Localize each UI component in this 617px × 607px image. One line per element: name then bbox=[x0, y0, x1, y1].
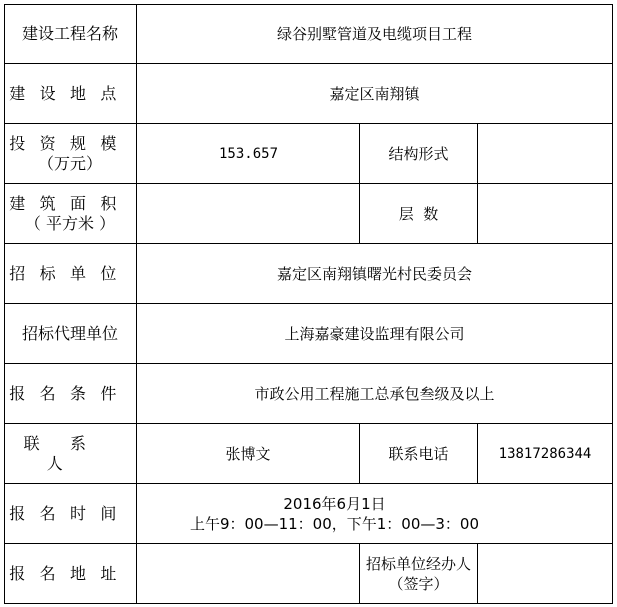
contact-phone-label: 联系电话 bbox=[360, 424, 478, 484]
contact-value: 张博文 bbox=[137, 424, 360, 484]
area-label-line2: （ 平方米 ） bbox=[24, 213, 116, 233]
registration-hours: 上午9：00—11：00，下午1：00—3：00 bbox=[189, 514, 480, 533]
area-label bbox=[4, 184, 137, 244]
handler-label-line1: 招标单位经办人 bbox=[365, 554, 471, 573]
structure-label: 结构形式 bbox=[360, 124, 478, 184]
agency-value: 上海嘉豪建设监理有限公司 bbox=[137, 304, 613, 364]
contact-phone-value: 13817286344 bbox=[478, 424, 613, 484]
area-label-line1: 建筑面积 bbox=[9, 193, 131, 213]
handler-signature-value bbox=[478, 544, 613, 604]
location-label: 建设地点 bbox=[4, 64, 137, 124]
registration-date: 2016年6月1日 bbox=[283, 494, 386, 513]
floors-label: 层 数 bbox=[360, 184, 478, 244]
conditions-label: 报名条件 bbox=[4, 364, 137, 424]
area-value bbox=[137, 184, 360, 244]
floors-value bbox=[478, 184, 613, 244]
investment-label-line2: （万元） bbox=[37, 153, 102, 173]
agency-label: 招标代理单位 bbox=[4, 304, 137, 364]
tender-unit-label: 招标单位 bbox=[4, 244, 137, 304]
investment-value: 153.657 bbox=[137, 124, 360, 184]
project-name-value: 绿谷别墅管道及电缆项目工程 bbox=[137, 4, 613, 64]
tender-unit-value: 嘉定区南翔镇曙光村民委员会 bbox=[137, 244, 613, 304]
handler-signature-label bbox=[360, 544, 478, 604]
project-name-label: 建设工程名称 bbox=[4, 4, 137, 64]
registration-time-label: 报名时间 bbox=[4, 484, 137, 544]
contact-label: 联系人 bbox=[4, 424, 137, 484]
handler-label-line2: （签字） bbox=[388, 574, 449, 593]
investment-label-line1: 投资规模 bbox=[9, 133, 131, 153]
registration-time-value bbox=[137, 484, 613, 544]
registration-address-value bbox=[137, 544, 360, 604]
structure-value bbox=[478, 124, 613, 184]
registration-address-label: 报名地址 bbox=[4, 544, 137, 604]
location-value: 嘉定区南翔镇 bbox=[137, 64, 613, 124]
investment-label bbox=[4, 124, 137, 184]
conditions-value: 市政公用工程施工总承包叁级及以上 bbox=[137, 364, 613, 424]
